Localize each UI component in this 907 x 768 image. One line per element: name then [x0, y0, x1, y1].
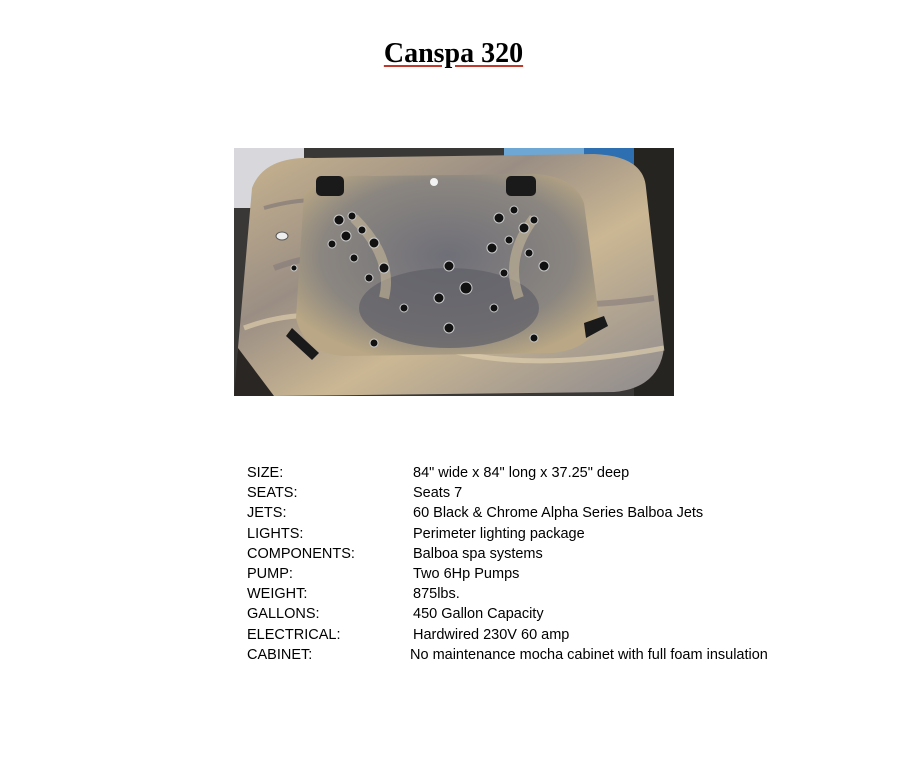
spec-label: CABINET: [247, 646, 313, 663]
hot-tub-image [234, 148, 674, 396]
spec-value: Seats 7 [413, 485, 463, 502]
spec-label: COMPONENTS: [247, 545, 355, 562]
spec-label: WEIGHT: [247, 586, 308, 603]
hot-tub-photo [234, 148, 674, 396]
page-title: Canspa 320 [383, 38, 524, 69]
spec-value: Hardwired 230V 60 amp [413, 626, 570, 643]
spec-label: JETS: [247, 505, 287, 522]
spec-value: 875lbs. [413, 586, 460, 603]
spec-value: 60 Black & Chrome Alpha Series Balboa Jets [413, 505, 704, 522]
spec-value: 450 Gallon Capacity [413, 606, 544, 623]
spec-label: GALLONS: [247, 606, 320, 623]
spec-value: Balboa spa systems [413, 545, 543, 562]
spec-label: PUMP: [247, 565, 293, 582]
spec-value: 84" wide x 84" long x 37.25" deep [413, 465, 630, 481]
spec-label: SEATS: [247, 485, 298, 502]
spec-value: Two 6Hp Pumps [413, 565, 520, 582]
spec-label: LIGHTS: [247, 525, 304, 542]
spec-value: No maintenance mocha cabinet with full foam insulation [410, 646, 768, 663]
spec-value: Perimeter lighting package [413, 525, 585, 542]
spec-label: SIZE: [247, 465, 284, 481]
spec-label: ELECTRICAL: [247, 626, 341, 643]
